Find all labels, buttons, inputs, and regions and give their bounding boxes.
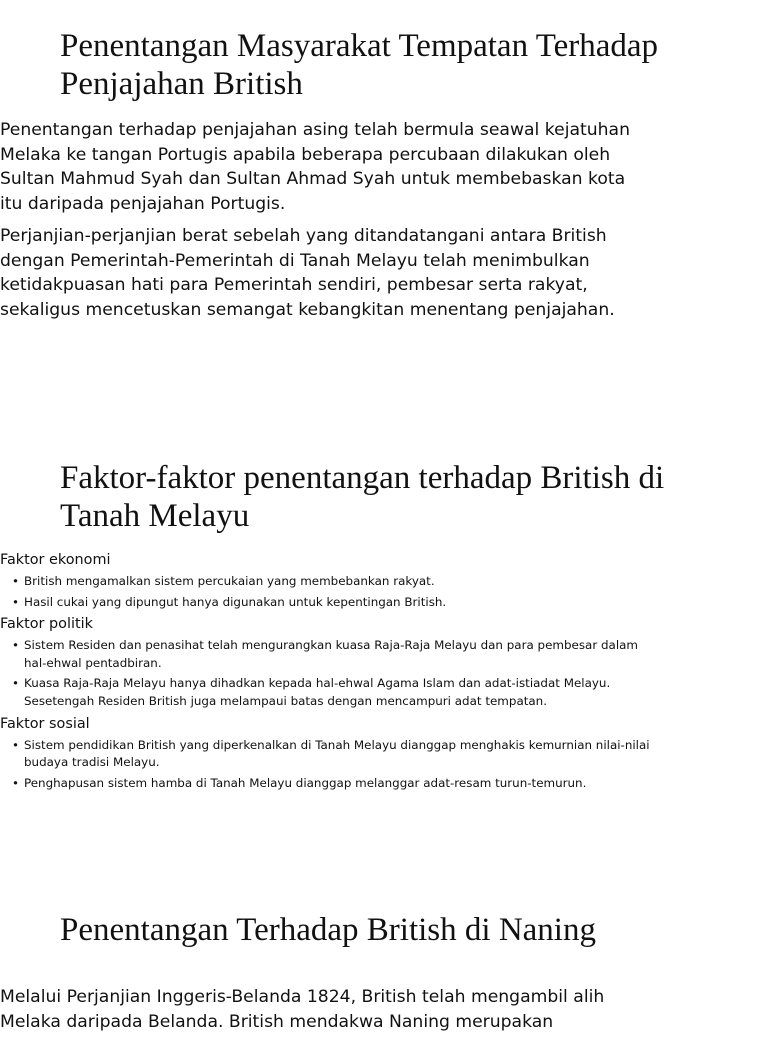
bullet-item: • Melalui Perjanjian Inggeris-Belanda 1824, British telah mengambil alih Melaka daripada Belanda. British mendakwa Naning merupakan: [0, 985, 645, 1034]
sub-bullet-item: • Penghapusan sistem hamba di Tanah Melayu dianggap melanggar adat-resam turun-temurun.: [24, 775, 660, 793]
sub-bullet-item: • Sistem Residen dan penasihat telah mengurangkan kuasa Raja-Raja Melayu dan para pembesar dalam hal-ehwal pentadbiran.: [24, 637, 660, 672]
bullet-item: • Penentangan terhadap penjajahan asing telah bermula seawal kejatuhan Melaka ke tangan Portugis apabila beberapa percubaan dilakukan oleh Sultan Mahmud Syah dan Sultan Ahmad Syah untuk membebaskan kota itu daripada penjajahan Portugis.: [0, 118, 645, 216]
sub-bullet-item: • Sistem pendidikan British yang diperkenalkan di Tanah Melayu dianggap menghakis kemurnian nilai-nilai budaya tradisi Melayu.: [24, 737, 660, 772]
sub-bullet-item: • Hasil cukai yang dipungut hanya digunakan untuk kepentingan British.: [24, 594, 660, 612]
sub-bullet-item: • British mengamalkan sistem percukaian yang membebankan rakyat.: [24, 573, 660, 591]
factor-label: • Faktor sosial: [0, 715, 90, 732]
sub-bullet-item: • Kuasa Raja-Raja Melayu hanya dihadkan kepada hal-ehwal Agama Islam dan adat-istiadat Melayu. Sesetengah Residen British juga melampaui batas dengan mencampuri adat tempatan.: [24, 675, 660, 710]
slide-2-bullet-list: [0, 551, 660, 796]
slide-2-title: Faktor-faktor penentangan terhadap British di Tanah Melayu: [60, 460, 665, 534]
sub-bullet-list: [0, 737, 660, 793]
slide-3-title: Penentangan Terhadap British di Naning: [60, 912, 596, 948]
factor-group-economic: [0, 551, 660, 611]
factor-label: • Faktor politik: [0, 616, 93, 633]
sub-bullet-list: [0, 573, 660, 611]
sub-bullet-list: [0, 637, 660, 710]
bullet-item: • Perjanjian-perjanjian berat sebelah yang ditandatangani antara British dengan Pemerintah-Pemerintah di Tanah Melayu telah menimbulkan ketidakpuasan hati para Pemerintah sendiri, pembesar serta rakyat, sekaligus mencetuskan semangat kebangkitan menentang penjajahan.: [0, 224, 645, 322]
slide-1-title: Penentangan Masyarakat Tempatan Terhadap Penjajahan British: [60, 28, 659, 102]
slide-3-bullet-list: [0, 985, 645, 1042]
factor-group-social: [0, 715, 660, 793]
factor-group-political: [0, 615, 660, 710]
slide-1-bullet-list: [0, 118, 645, 330]
factor-label: • Faktor ekonomi: [0, 552, 111, 568]
